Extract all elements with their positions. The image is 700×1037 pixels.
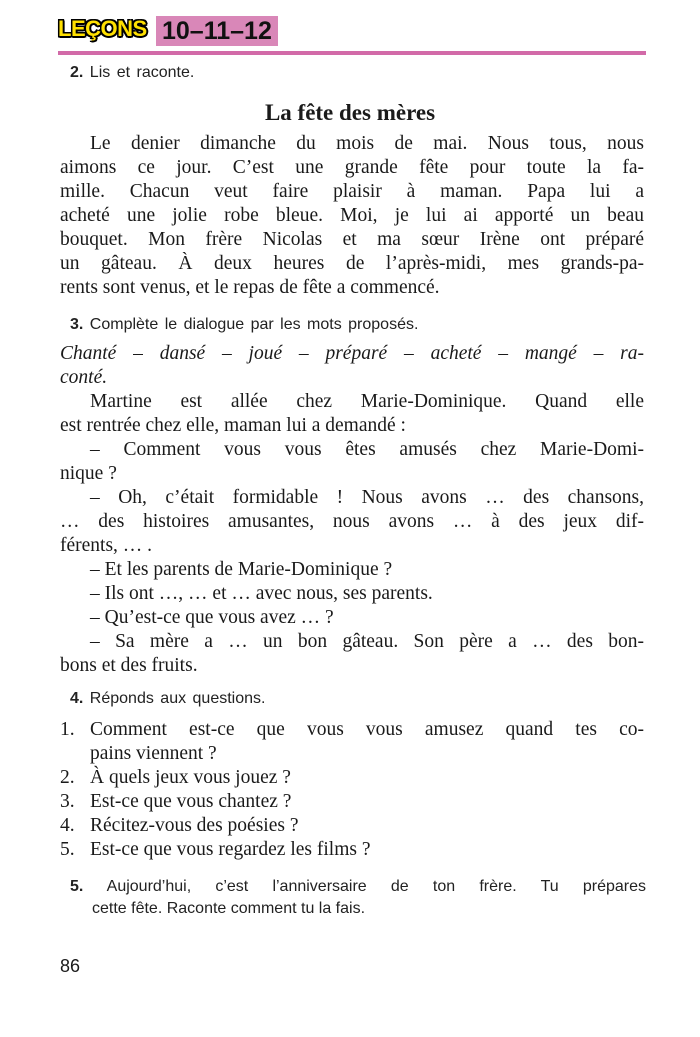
story-line: bouquet. Mon frère Nicolas et ma sœur Irène ont préparé [60,229,644,250]
exercise-4-number: 4. [70,690,84,707]
dialogue-text [60,342,644,678]
question-number: 3. [60,791,75,812]
exercise-5-text: Aujourd’hui, c’est l’anniversaire de ton frère. Tu prépares [106,878,646,895]
story-line: mille. Chacun veut faire plaisir à maman. Papa lui a [60,181,644,202]
lesson-header [58,12,648,52]
word-bank-line: Chanté – dansé – joué – préparé – acheté – mangé – ra- [60,343,644,364]
story-line: Le denier dimanche du mois de mai. Nous tous, nous [90,133,644,154]
exercise-3-number: 3. [70,316,84,333]
lessons-label: LEÇONS [58,16,147,41]
story-text [60,132,644,300]
story-line: acheté une jolie robe bleue. Moi, je lui ai apporté un beau [60,205,644,226]
dialogue-line: – Oh, c’était formidable ! Nous avons … des chansons, [90,487,644,508]
question-text: Récitez-vous des poésies ? [90,815,299,836]
question-text-continuation: pains viennent ? [90,743,217,764]
story-title: La fête des mères [264,100,436,125]
story-line: aimons ce jour. C’est une grande fête pour toute la fa- [60,157,644,178]
question-item [60,814,644,838]
question-item [60,790,644,814]
question-number: 5. [60,839,75,860]
exercise-4-instruction [70,690,265,708]
dialogue-line: nique ? [60,463,117,484]
dialogue-line: … des histoires amusantes, nous avons … à des jeux dif- [60,511,644,532]
exercise-2-instruction [70,64,194,82]
page-number: 86 [60,956,81,976]
exercise-5-line: cette fête. Raconte comment tu la fais. [92,900,366,917]
exercise-2-text: Lis et raconte. [89,64,195,81]
header-rule [58,51,646,55]
question-item [60,838,644,862]
question-text: Est-ce que vous chantez ? [90,791,292,812]
question-list [60,718,644,862]
lesson-numbers: 10–11–12 [156,16,278,46]
dialogue-line: férents, … . [60,535,153,556]
question-text: À quels jeux vous jouez ? [90,767,291,788]
question-number: 4. [60,815,75,836]
exercise-2-number: 2. [70,64,84,81]
question-number: 1. [60,719,75,740]
question-text: Comment est-ce que vous vous amusez quand tes co- [90,719,644,740]
question-text: Est-ce que vous regardez les films ? [90,839,371,860]
dialogue-line: – Et les parents de Marie-Dominique ? [90,559,393,580]
exercise-5-line [70,876,646,898]
dialogue-line: – Ils ont …, … et … avec nous, ses parents. [90,583,433,604]
story-line: un gâteau. À deux heures de l’après-midi, mes grands-pa- [60,253,644,274]
exercise-5-number: 5. [70,878,84,895]
dialogue-line: – Sa mère a … un bon gâteau. Son père a … des bon- [90,631,644,652]
dialogue-line: – Comment vous vous êtes amusés chez Marie-Domi- [90,439,644,460]
question-item [60,718,644,742]
exercise-3-instruction [70,316,418,334]
exercise-3-text: Complète le dialogue par les mots proposés. [89,316,419,333]
question-number: 2. [60,767,75,788]
story-line: rents sont venus, et le repas de fête a commencé. [60,277,440,298]
exercise-5-instruction [70,876,646,920]
dialogue-line: bons et des fruits. [60,655,198,676]
dialogue-line: est rentrée chez elle, maman lui a demandé : [60,415,406,436]
exercise-4-text: Réponds aux questions. [89,690,266,707]
question-item [60,766,644,790]
dialogue-line: – Qu’est-ce que vous avez … ? [90,607,334,628]
dialogue-line: Martine est allée chez Marie-Dominique. Quand elle [90,391,644,412]
word-bank-line: conté. [60,367,108,388]
